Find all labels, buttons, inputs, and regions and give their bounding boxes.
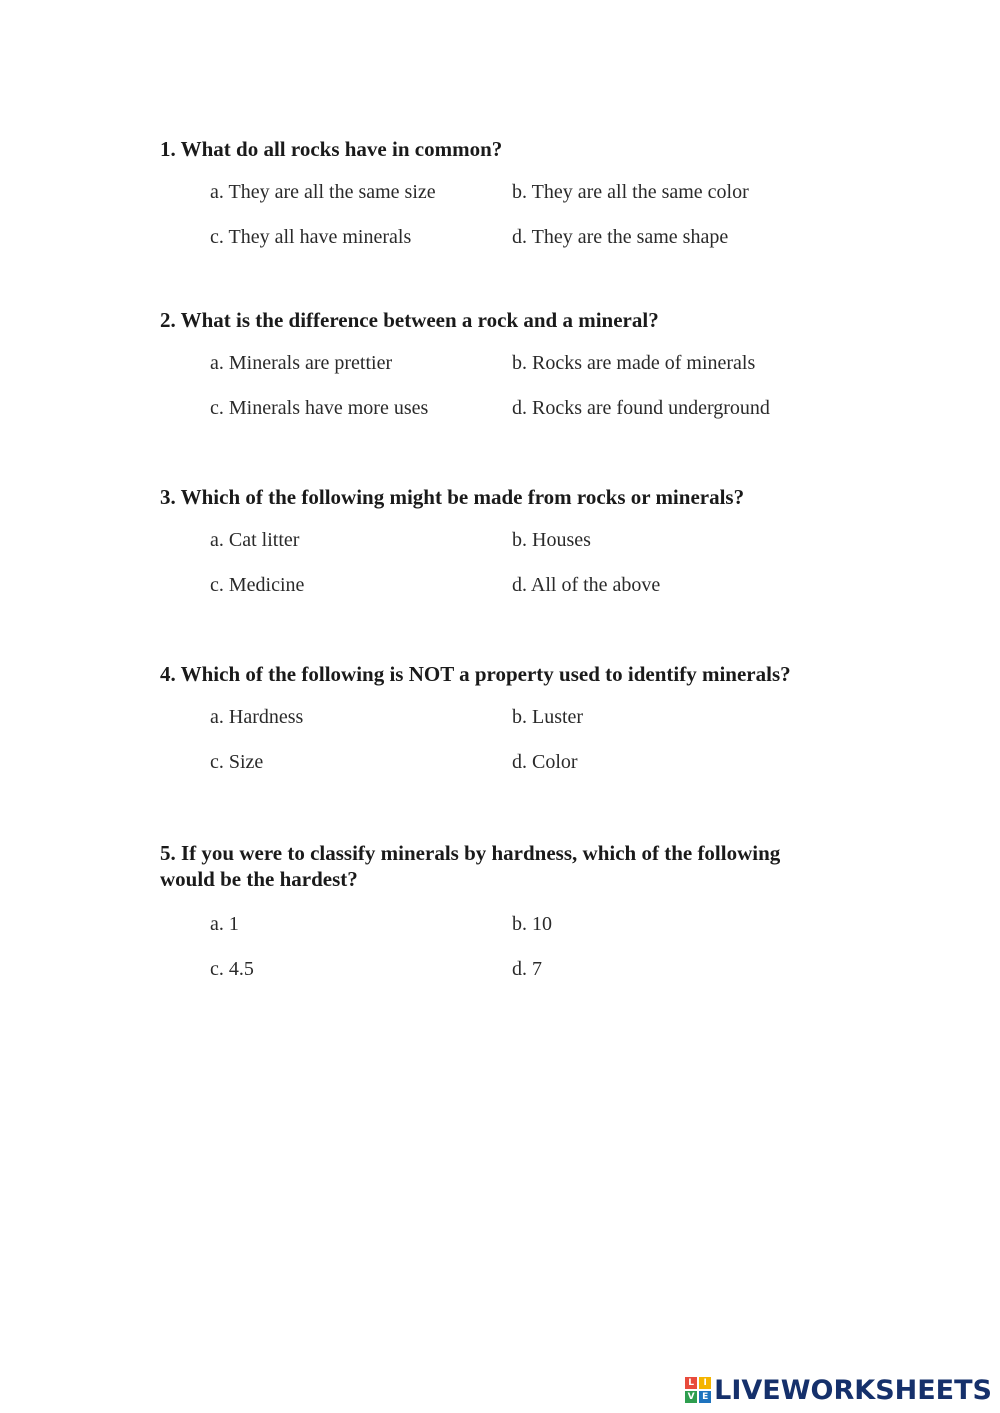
liveworksheets-brand[interactable] xyxy=(685,1375,992,1405)
question-5-option-c[interactable]: c. 4.5 xyxy=(210,958,254,980)
question-3-text: 3. Which of the following might be made from rocks or minerals? xyxy=(160,485,745,509)
question-3-option-d[interactable]: d. All of the above xyxy=(512,574,661,596)
question-4-text: 4. Which of the following is NOT a property used to identify minerals? xyxy=(160,662,791,686)
question-3-options xyxy=(160,528,840,618)
question-5 xyxy=(160,840,840,1002)
question-4-option-c[interactable]: c. Size xyxy=(210,751,264,773)
question-2-option-c[interactable]: c. Minerals have more uses xyxy=(210,397,429,419)
question-1-options xyxy=(160,180,840,270)
question-2-text: 2. What is the difference between a rock and a mineral? xyxy=(160,308,659,332)
logo-letter-v: V xyxy=(685,1391,697,1403)
question-2-option-a[interactable]: a. Minerals are prettier xyxy=(210,352,393,374)
question-1-option-c[interactable]: c. They all have minerals xyxy=(210,226,412,248)
question-5-option-d[interactable]: d. 7 xyxy=(512,958,542,980)
liveworksheets-logo-icon xyxy=(685,1377,711,1403)
brand-text: LIVEWORKSHEETS xyxy=(714,1374,992,1406)
question-1 xyxy=(160,136,840,270)
question-2 xyxy=(160,307,840,441)
question-4 xyxy=(160,661,840,795)
question-2-option-d[interactable]: d. Rocks are found underground xyxy=(512,397,770,419)
question-5-option-b[interactable]: b. 10 xyxy=(512,913,552,935)
logo-letter-i: I xyxy=(699,1377,711,1389)
question-3 xyxy=(160,484,840,618)
question-1-option-a[interactable]: a. They are all the same size xyxy=(210,181,436,203)
question-3-option-b[interactable]: b. Houses xyxy=(512,529,591,551)
logo-letter-l: L xyxy=(685,1377,697,1389)
question-5-option-a[interactable]: a. 1 xyxy=(210,913,239,935)
question-5-text: 5. If you were to classify minerals by hardness, which of the following would be the hardest? xyxy=(160,841,781,891)
question-4-option-a[interactable]: a. Hardness xyxy=(210,706,304,728)
question-2-option-b[interactable]: b. Rocks are made of minerals xyxy=(512,352,756,374)
question-3-option-a[interactable]: a. Cat litter xyxy=(210,529,300,551)
question-1-option-d[interactable]: d. They are the same shape xyxy=(512,226,729,248)
logo-letter-e: E xyxy=(699,1391,711,1403)
question-1-text: 1. What do all rocks have in common? xyxy=(160,137,503,161)
question-1-option-b[interactable]: b. They are all the same color xyxy=(512,181,749,203)
question-2-options xyxy=(160,351,840,441)
question-5-options xyxy=(160,912,840,1002)
question-3-option-c[interactable]: c. Medicine xyxy=(210,574,305,596)
question-4-option-b[interactable]: b. Luster xyxy=(512,706,584,728)
question-4-option-d[interactable]: d. Color xyxy=(512,751,578,773)
question-4-options xyxy=(160,705,840,795)
